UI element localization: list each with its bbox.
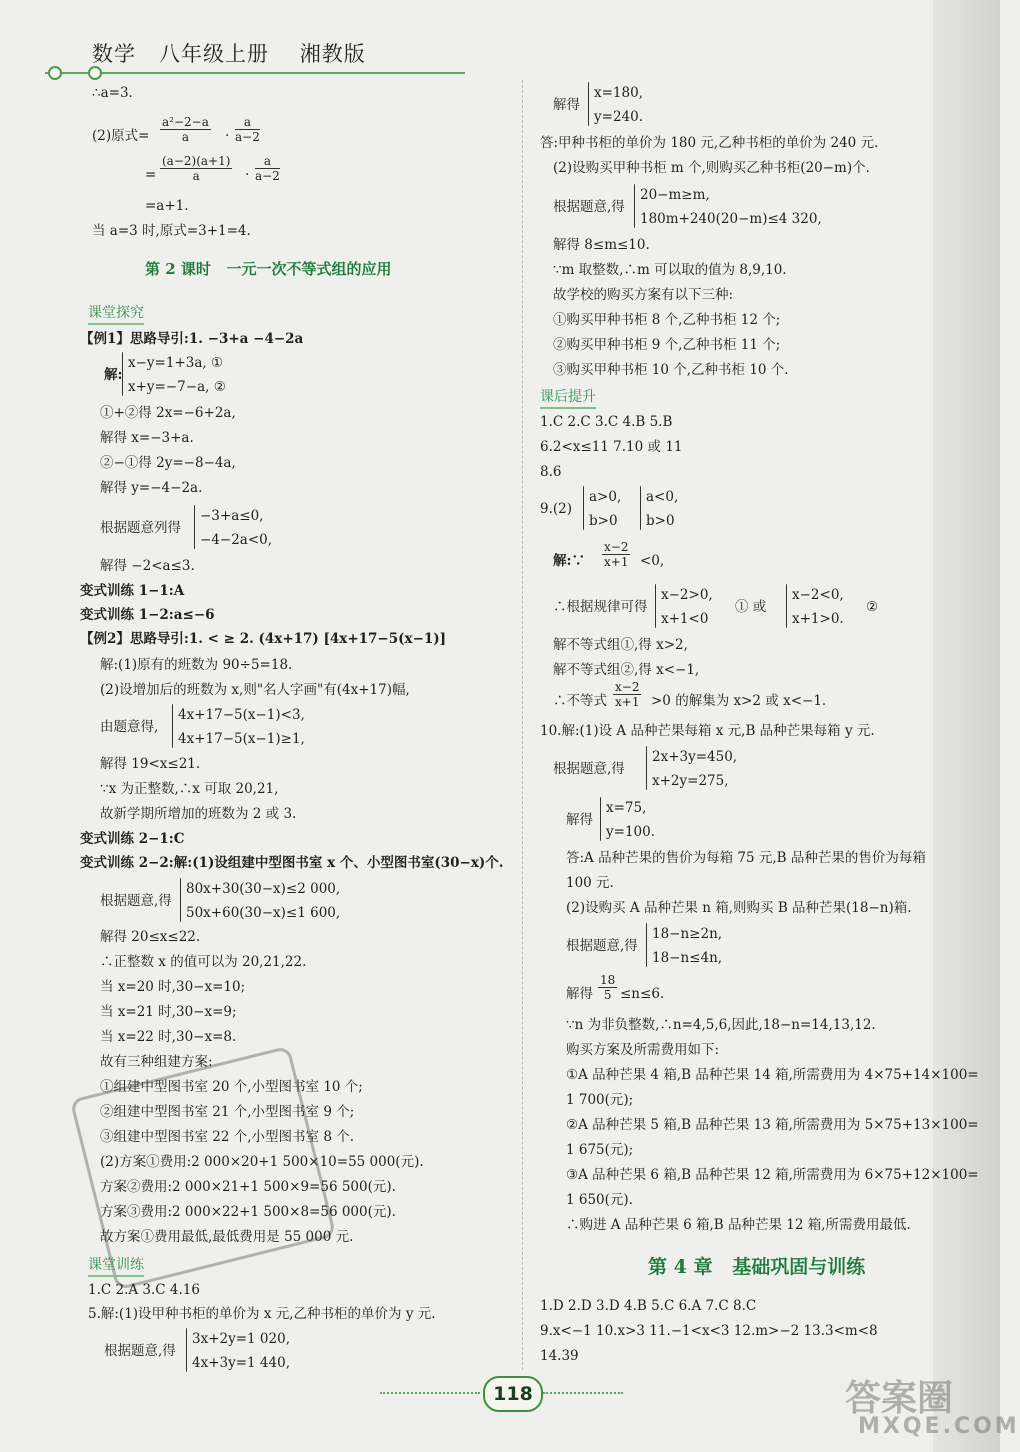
system-brace [786, 584, 787, 628]
text-line: 答:甲种书柜的单价为 180 元,乙种书柜的单价为 240 元. [540, 135, 879, 151]
head-kehou-tisheng: 课后提升 [540, 386, 596, 409]
fraction-numerator: (a−2)(a+1) [162, 154, 231, 168]
text-line: 方案③费用:2 000×22+1 500×8=56 000(元). [100, 1204, 396, 1220]
text-line: ③购买甲种书柜 10 个,乙种书柜 10 个. [553, 362, 789, 378]
text-line: 解得 x=−3+a. [100, 430, 194, 446]
system-brace [655, 584, 656, 628]
system-brace [180, 878, 181, 922]
text-line: 当 x=20 时,30−x=10; [100, 979, 246, 995]
text-line: ③A 品种芒果 6 箱,B 品种芒果 12 箱,所需费用为 6×75+12×100= [566, 1167, 979, 1183]
inequality: x−2>0, [661, 587, 713, 603]
system-brace [186, 1328, 187, 1372]
system-brace [588, 82, 589, 126]
footer-rule [380, 1392, 480, 1394]
text-line: 答:A 品种芒果的售价为每箱 75 元,B 品种芒果的售价为每箱 [566, 850, 926, 866]
text-line: ②−①得 2y=−8−4a, [100, 455, 236, 471]
text-line: 1.C 2.C 3.C 4.B 5.B [540, 414, 673, 430]
text-line: 1 700(元); [566, 1092, 634, 1108]
text-line: · [245, 167, 250, 183]
inequality: −4−2a<0, [200, 532, 273, 548]
text-line: (2)设购买 A 品种芒果 n 箱,则购买 B 品种芒果(18−n)箱. [566, 900, 912, 916]
text-line: ①购买甲种书柜 8 个,乙种书柜 12 个; [553, 312, 781, 328]
inequality: b>0 [646, 513, 675, 529]
equation: y=100. [606, 824, 655, 840]
inequality: 180m+240(20−m)≤4 320, [640, 211, 822, 227]
system-brace [646, 746, 647, 790]
text-line: ≤n≤6. [620, 986, 665, 1002]
text-line: ③组建中型图书室 22 个,小型图书室 8 个. [100, 1129, 355, 1145]
fraction-denominator: a−2 [235, 130, 260, 144]
header-dot-icon [48, 66, 62, 80]
text-line: 5.解:(1)设甲种书柜的单价为 x 元,乙种书柜的单价为 y 元. [88, 1306, 436, 1322]
text-line: 解不等式组②,得 x<−1, [553, 662, 700, 678]
text-line: = [145, 167, 157, 183]
fraction-denominator: a−2 [255, 169, 280, 183]
variant-2-1: 变式训练 2−1:C [80, 831, 185, 847]
text-line: <0, [640, 553, 665, 569]
fraction [602, 540, 630, 569]
text-line: 解得 [566, 812, 593, 828]
text-line: 解不等式组①,得 x>2, [553, 637, 688, 653]
text-line: >0 的解集为 x>2 或 x<−1. [651, 693, 827, 709]
text-line: (2)原式= [92, 128, 150, 144]
inequality: x−2<0, [792, 587, 844, 603]
text-line: 解得 y=−4−2a. [100, 480, 203, 496]
system-brace [600, 797, 601, 841]
variant-1-1: 变式训练 1−1:A [80, 583, 185, 599]
text-line: ∴正整数 x 的值可以为 20,21,22. [100, 954, 307, 970]
system-brace [646, 923, 647, 967]
inequality: −3+a≤0, [200, 508, 264, 524]
inequality: 18−n≥2n, [652, 926, 723, 942]
text-line: (2)设购买甲种书柜 m 个,则购买乙种书柜(20−m)个. [553, 160, 870, 176]
text-line: 解:∵ [553, 553, 585, 569]
text-line: 根据题意,得 [553, 761, 625, 777]
text-line: · [225, 128, 230, 144]
equation: 2x+3y=450, [652, 749, 738, 765]
inequality: 4x+17−5(x−1)<3, [178, 707, 305, 723]
inequality: 18−n≤4n, [652, 950, 723, 966]
text-line: 当 x=22 时,30−x=8. [100, 1029, 237, 1045]
fraction [160, 154, 232, 183]
equation: y=240. [594, 109, 643, 125]
variant-1-2: 变式训练 1−2:a≤−6 [80, 607, 215, 623]
fraction-numerator: x−2 [615, 680, 640, 694]
fraction-denominator: x+1 [604, 555, 629, 569]
text-line: 100 元. [566, 875, 614, 891]
variant-2-2: 变式训练 2−2:解:(1)设组建中型图书室 x 个、小型图书室(30−x)个. [80, 855, 504, 871]
text-line: 故有三种组建方案: [100, 1054, 213, 1070]
text-line: 解得 8≤m≤10. [553, 237, 650, 253]
equation: x=75, [606, 800, 647, 816]
header-rule [45, 72, 465, 74]
text-line: 1 650(元). [566, 1192, 633, 1208]
fraction [255, 154, 280, 183]
equation: 4x+3y=1 440, [192, 1355, 290, 1371]
fraction-numerator: a²−2−a [162, 115, 209, 129]
column-divider [522, 80, 524, 1370]
text-line: 根据题意,得 [104, 1343, 176, 1359]
fraction-numerator: x−2 [604, 540, 629, 554]
text-line: ①A 品种芒果 4 箱,B 品种芒果 14 箱,所需费用为 4×75+14×100= [566, 1067, 979, 1083]
text-line: 解得 [553, 97, 580, 113]
text-line: 1.D 2.D 3.D 4.B 5.C 6.A 7.C 8.C [540, 1298, 757, 1314]
equation: x=180, [594, 85, 643, 101]
text-line: 故学校的购买方案有以下三种: [553, 287, 734, 303]
text-line: =a+1. [145, 198, 189, 214]
text-line: 当 a=3 时,原式=3+1=4. [92, 223, 251, 239]
text-line: ① 或 [735, 599, 767, 615]
system-brace [634, 184, 635, 228]
watermark-url: MXQE.COM [858, 1414, 1020, 1439]
fraction-denominator: x+1 [615, 695, 640, 709]
text-line: 1.C 2.A 3.C 4.16 [88, 1282, 200, 1298]
fraction-numerator: a [235, 115, 260, 130]
inequality: 20−m≥m, [640, 187, 710, 203]
fraction [160, 115, 211, 144]
fraction [613, 680, 641, 709]
system-brace [640, 486, 641, 530]
text-line: (2)方案①费用:2 000×20+1 500×10=55 000(元). [100, 1154, 424, 1170]
text-line: ∴根据规律可得 [553, 599, 648, 615]
equation: x+2y=275, [652, 773, 729, 789]
text-line: (2)设增加后的班数为 x,则"名人字画"有(4x+17)幅, [100, 682, 410, 698]
inequality: 4x+17−5(x−1)≥1, [178, 731, 305, 747]
section-title: 第 2 课时 一元一次不等式组的应用 [145, 260, 392, 278]
text-line: 9.(2) [540, 501, 573, 517]
text-line: ∴不等式 [553, 693, 607, 709]
system-brace [583, 486, 584, 530]
example-2-guide: 【例2】思路导引:1. < ≥ 2. (4x+17) [4x+17−5(x−1)] [80, 631, 447, 647]
fraction-numerator: a [255, 154, 280, 169]
text-line: 解得 19<x≤21. [100, 756, 201, 772]
page-gutter [933, 0, 1000, 1452]
text-line: 解得 20≤x≤22. [100, 929, 201, 945]
text-line: 解得 [566, 986, 593, 1002]
text-line: 根据题意,得 [553, 199, 625, 215]
text-line: 10.解:(1)设 A 品种芒果每箱 x 元,B 品种芒果每箱 y 元. [540, 723, 875, 739]
text-line: ② [866, 599, 879, 615]
head-ketang-tanjiu: 课堂探究 [88, 302, 144, 325]
text-line: ∴a=3. [92, 85, 133, 101]
system-brace [172, 704, 173, 748]
watermark-logo: 答案圈 [845, 1378, 954, 1419]
text-line: ②A 品种芒果 5 箱,B 品种芒果 13 箱,所需费用为 5×75+13×100= [566, 1117, 979, 1133]
text-line: ①+②得 2x=−6+2a, [100, 405, 236, 421]
text-line: 解:(1)原有的班数为 90÷5=18. [100, 657, 293, 673]
text-line: 解得 −2<a≤3. [100, 558, 195, 574]
header-title: 数学 八年级上册 湘教版 [92, 42, 366, 66]
page-number: 118 [483, 1376, 543, 1412]
fraction [598, 973, 617, 1002]
text-line: ∵x 为正整数,∴x 可取 20,21, [100, 781, 279, 797]
equation: x−y=1+3a, ① [128, 355, 224, 371]
fraction-denominator: a [181, 130, 190, 144]
chapter-title: 第 4 章 基础巩固与训练 [648, 1256, 866, 1278]
inequality: x+1<0 [661, 611, 709, 627]
text-line: 6.2<x≤11 7.10 或 11 [540, 439, 683, 455]
inequality: 80x+30(30−x)≤2 000, [186, 881, 341, 897]
text-line: 8.6 [540, 464, 562, 480]
fraction-denominator: a [192, 169, 200, 183]
inequality: a<0, [646, 489, 679, 505]
system-brace [122, 352, 123, 396]
head-ketang-xunlian: 课堂训练 [88, 1254, 144, 1277]
text-line: 9.x<−1 10.x>3 11.−1<x<3 12.m>−2 13.3<m<8 [540, 1323, 878, 1339]
text-line: 14.39 [540, 1348, 579, 1364]
text-line: ①组建中型图书室 20 个,小型图书室 10 个; [100, 1079, 363, 1095]
footer-rule [543, 1392, 623, 1394]
text-line: 解: [104, 367, 123, 383]
fraction-numerator: 18 [600, 973, 616, 987]
text-line: ∵n 为非负整数,∴n=4,5,6,因此,18−n=14,13,12. [566, 1017, 876, 1033]
text-line: 根据题意列得 [100, 520, 181, 536]
text-line: 根据题意,得 [100, 893, 172, 909]
inequality: a>0, [589, 489, 622, 505]
text-line: 根据题意,得 [566, 938, 638, 954]
inequality: x+1>0. [792, 611, 844, 627]
inequality: 50x+60(30−x)≤1 600, [186, 905, 341, 921]
text-line: 当 x=21 时,30−x=9; [100, 1004, 237, 1020]
text-line: ②组建中型图书室 21 个,小型图书室 9 个; [100, 1104, 355, 1120]
text-line: ∴购进 A 品种芒果 6 箱,B 品种芒果 12 箱,所需费用最低. [566, 1217, 911, 1233]
text-line: 故新学期所增加的班数为 2 或 3. [100, 806, 297, 822]
text-line: 1 675(元); [566, 1142, 634, 1158]
text-line: 由题意得, [100, 719, 159, 735]
text-line: ∵m 取整数,∴m 可以取的值为 8,9,10. [553, 262, 787, 278]
header-dot-icon [88, 66, 102, 80]
equation: x+y=−7−a, ② [128, 379, 226, 395]
fraction [235, 115, 260, 144]
example-1-guide: 【例1】思路导引:1. −3+a −4−2a [80, 331, 304, 347]
text-line: 方案②费用:2 000×21+1 500×9=56 500(元). [100, 1179, 396, 1195]
text-line: ②购买甲种书柜 9 个,乙种书柜 11 个; [553, 337, 781, 353]
fraction-denominator: 5 [603, 988, 612, 1002]
inequality: b>0 [589, 513, 618, 529]
text-line: 购买方案及所需费用如下: [566, 1042, 720, 1058]
system-brace [194, 505, 195, 549]
text-line: 故方案①费用最低,最低费用是 55 000 元. [100, 1229, 354, 1245]
equation: 3x+2y=1 020, [192, 1331, 290, 1347]
